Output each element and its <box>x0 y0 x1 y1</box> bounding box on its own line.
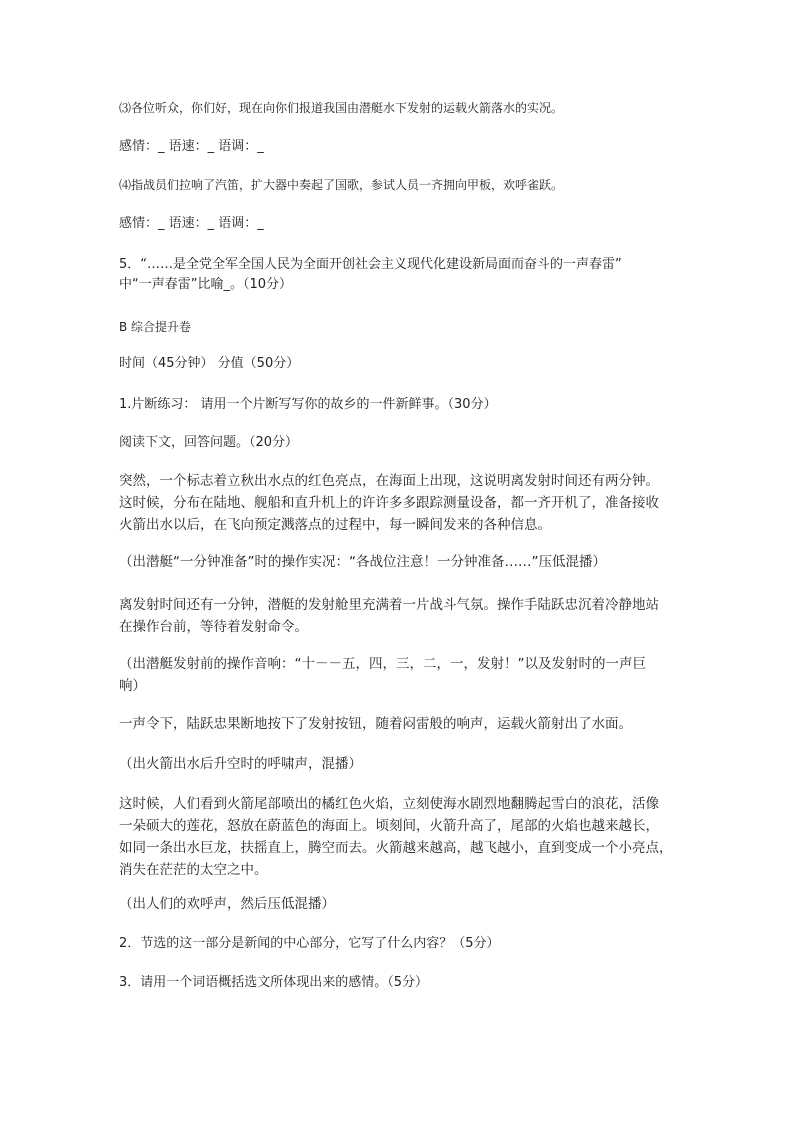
paragraph-7-line-3: 如同一条出水巨龙，扶摇直上，腾空而去。火箭越来越高，越飞越小，直到变成一个小亮点， <box>119 840 673 856</box>
paragraph-6 <box>119 753 681 775</box>
paragraph-4-line-1: （出潜艇发射前的操作音响：“十－－五，四，三，二，一，发射！”以及发射时的一声巨 <box>119 656 646 672</box>
paragraph-8 <box>119 893 681 915</box>
paragraph-1-line-3: 火箭出水以后，在飞向预定溅落点的过程中，每一瞬间发来的各种信息。 <box>119 517 551 533</box>
task-1: 1.片断练习： 请用一个片断写写你的故乡的一件新鲜事。（30分） <box>119 397 497 412</box>
paragraph-7 <box>119 793 681 881</box>
q4-fill-blanks: 感情：_ 语速：_ 语调：_ <box>119 216 264 231</box>
paragraph-3 <box>119 594 681 638</box>
paragraph-2-line-1: （出潜艇“一分钟准备”时的操作实况：“各战位注意！一分钟准备……”压低混播） <box>119 554 606 570</box>
paragraph-5-line-1: 一声令下，陆跃忠果断地按下了发射按钮，随着闷雷般的响声，运载火箭射出了水面。 <box>119 716 632 732</box>
paragraph-2 <box>119 551 681 573</box>
section-b-title: B 综合提升卷 <box>119 320 192 334</box>
paragraph-8-line-1: （出人们的欢呼声，然后压低混播） <box>119 896 335 912</box>
paragraph-4 <box>119 653 681 697</box>
paragraph-3-line-1: 离发射时间还有一分钟，潜艇的发射舱里充满着一片战斗气氛。操作手陆跃忠沉着冷静地站 <box>119 597 659 613</box>
question-3: 3．请用一个词语概括选文所体现出来的感情。（5分） <box>119 975 429 990</box>
q5-line-2: 中“一声春雷”比喻_。（10分） <box>119 277 293 292</box>
q3-sentence: ⑶各位听众，你们好，现在向你们报道我国由潜艇水下发射的运载火箭落水的实况。 <box>119 101 564 115</box>
q4-sentence: ⑷指战员们拉响了汽笛，扩大器中奏起了国歌，参试人员一齐拥向甲板，欢呼雀跃。 <box>119 178 564 192</box>
question-2: 2．节选的这一部分是新闻的中心部分，它写了什么内容？（5分） <box>119 936 500 951</box>
q3-fill-blanks: 感情：_ 语速：_ 语调：_ <box>119 139 264 154</box>
paragraph-7-line-1: 这时候，人们看到火箭尾部喷出的橘红色火焰，立刻使海水剧烈地翻腾起雪白的浪花，活像 <box>119 796 659 812</box>
paragraph-6-line-1: （出火箭出水后升空时的呼啸声，混播） <box>119 756 362 772</box>
paragraph-3-line-2: 在操作台前，等待着发射命令。 <box>119 619 308 635</box>
paragraph-4-line-2: 响） <box>119 678 146 694</box>
q5-line-1: 5．“……是全党全军全国人民为全面开创社会主义现代化建设新局面而奋斗的一声春雷” <box>119 257 622 272</box>
paragraph-7-line-4: 消失在茫茫的太空之中。 <box>119 862 268 878</box>
reading-intro: 阅读下文，回答问题。（20分） <box>119 435 299 450</box>
paragraph-5 <box>119 713 681 735</box>
time-score: 时间（45分钟） 分值（50分） <box>119 356 300 371</box>
paragraph-1 <box>119 470 681 536</box>
paragraph-1-line-2: 这时候，分布在陆地、舰船和直升机上的许许多多跟踪测量设备，都一齐开机了，准备接收 <box>119 495 659 511</box>
paragraph-1-line-1: 突然，一个标志着立秋出水点的红色亮点，在海面上出现，这说明离发射时间还有两分钟。 <box>119 473 659 489</box>
paragraph-7-line-2: 一朵硕大的莲花，怒放在蔚蓝色的海面上。顷刻间，火箭升高了，尾部的火焰也越来越长， <box>119 818 659 834</box>
